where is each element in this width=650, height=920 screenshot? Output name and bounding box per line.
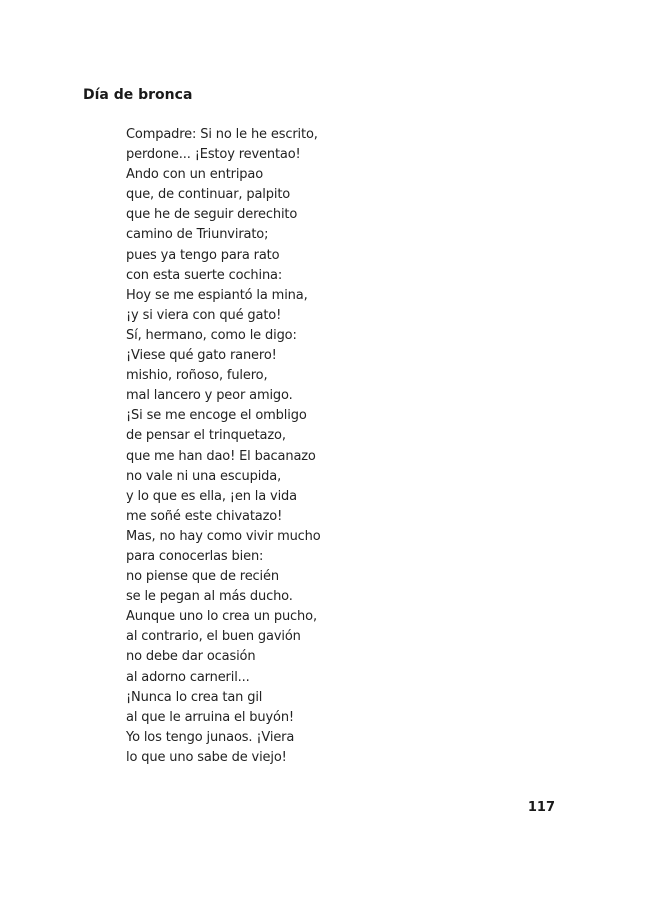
poem-line: que me han dao! El bacanazo <box>126 448 316 464</box>
poem-line: ¡Si se me encoge el ombligo <box>126 408 307 424</box>
poem-line: camino de Triunvirato; <box>126 227 269 243</box>
poem-line: Sí, hermano, como le digo: <box>126 327 297 343</box>
poem-line: al adorno carneril... <box>126 669 250 685</box>
poem-line: ¡y si viera con qué gato! <box>126 307 282 323</box>
poem-line: al contrario, el buen gavión <box>126 629 301 645</box>
poem-line: no debe dar ocasión <box>126 649 256 665</box>
poem-title: Día de bronca <box>83 87 193 103</box>
poem-line: Hoy se me espiantó la mina, <box>126 287 308 303</box>
poem-line: se le pegan al más ducho. <box>126 589 293 605</box>
poem-line: mishio, roñoso, fulero, <box>126 368 268 384</box>
poem-line: ¡Nunca lo crea tan gil <box>126 689 263 705</box>
poem-line: al que le arruina el buyón! <box>126 709 294 725</box>
poem-line: me soñé este chivatazo! <box>126 508 283 524</box>
poem-line: lo que uno sabe de viejo! <box>126 749 287 765</box>
poem-line: y lo que es ella, ¡en la vida <box>126 488 297 504</box>
poem-line: Mas, no hay como vivir mucho <box>126 528 321 544</box>
poem-line: de pensar el trinquetazo, <box>126 428 286 444</box>
poem-line: Aunque uno lo crea un pucho, <box>126 609 317 625</box>
poem-line: Ando con un entripao <box>126 167 264 183</box>
poem-line: mal lancero y peor amigo. <box>126 388 293 404</box>
page-number: 117 <box>527 800 555 815</box>
poem-line: ¡Viese qué gato ranero! <box>126 348 277 364</box>
poem-line: que he de seguir derechito <box>126 207 298 223</box>
poem-line: pues ya tengo para rato <box>126 247 280 263</box>
poem-line: perdone... ¡Estoy reventao! <box>126 147 301 163</box>
poem-line: no piense que de recién <box>126 569 279 585</box>
poem-line: Compadre: Si no le he escrito, <box>126 127 318 142</box>
poem-line: con esta suerte cochina: <box>126 267 283 283</box>
poem-line: no vale ni una escupida, <box>126 468 282 484</box>
poem-line: que, de continuar, palpito <box>126 187 291 203</box>
poem-body <box>126 125 321 768</box>
poem-line: Yo los tengo junaos. ¡Viera <box>126 729 295 745</box>
poem-line: para conocerlas bien: <box>126 548 264 564</box>
